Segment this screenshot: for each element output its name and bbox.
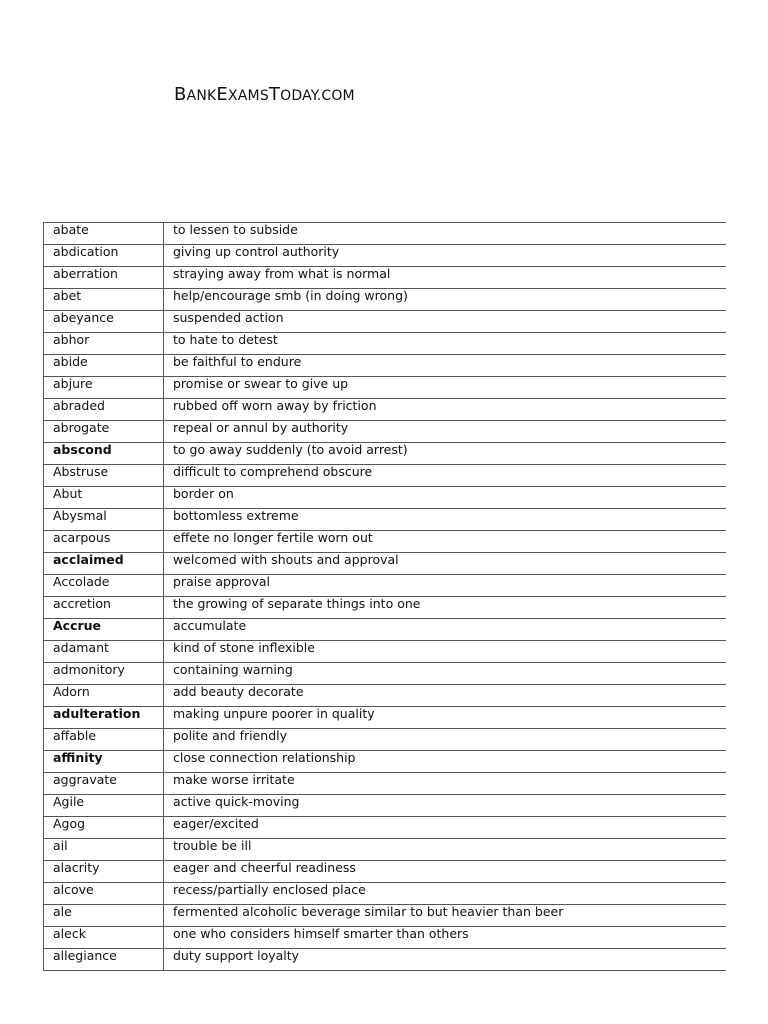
meaning-cell: fermented alcoholic beverage similar to but heavier than beer bbox=[164, 905, 727, 927]
table-row bbox=[44, 707, 727, 729]
word-cell: ale bbox=[44, 905, 164, 927]
meaning-cell: one who considers himself smarter than others bbox=[164, 927, 727, 949]
meaning-cell: repeal or annul by authority bbox=[164, 421, 727, 443]
meaning-cell: trouble be ill bbox=[164, 839, 727, 861]
table-row bbox=[44, 641, 727, 663]
meaning-cell: giving up control authority bbox=[164, 245, 727, 267]
meaning-cell: duty support loyalty bbox=[164, 949, 727, 971]
table-row bbox=[44, 311, 727, 333]
word-cell: Accolade bbox=[44, 575, 164, 597]
table-row bbox=[44, 729, 727, 751]
table-row bbox=[44, 927, 727, 949]
word-cell: aleck bbox=[44, 927, 164, 949]
table-row bbox=[44, 685, 727, 707]
table-row bbox=[44, 245, 727, 267]
meaning-cell: suspended action bbox=[164, 311, 727, 333]
word-cell: Abstruse bbox=[44, 465, 164, 487]
word-cell: affable bbox=[44, 729, 164, 751]
site-title-part: ODAY bbox=[280, 88, 317, 104]
table-row bbox=[44, 905, 727, 927]
meaning-cell: make worse irritate bbox=[164, 773, 727, 795]
word-cell: aberration bbox=[44, 267, 164, 289]
word-cell: admonitory bbox=[44, 663, 164, 685]
table-row bbox=[44, 949, 727, 971]
word-cell: alcove bbox=[44, 883, 164, 905]
table-row bbox=[44, 883, 727, 905]
meaning-cell: active quick-moving bbox=[164, 795, 727, 817]
meaning-cell: eager and cheerful readiness bbox=[164, 861, 727, 883]
table-row bbox=[44, 597, 727, 619]
table-row bbox=[44, 223, 727, 245]
table-row bbox=[44, 487, 727, 509]
meaning-cell: promise or swear to give up bbox=[164, 377, 727, 399]
site-title bbox=[174, 84, 355, 105]
meaning-cell: be faithful to endure bbox=[164, 355, 727, 377]
word-cell: abrogate bbox=[44, 421, 164, 443]
word-cell: abscond bbox=[44, 443, 164, 465]
table-row bbox=[44, 619, 727, 641]
table-row bbox=[44, 663, 727, 685]
word-cell: abdication bbox=[44, 245, 164, 267]
meaning-cell: add beauty decorate bbox=[164, 685, 727, 707]
word-cell: acarpous bbox=[44, 531, 164, 553]
word-cell: accretion bbox=[44, 597, 164, 619]
word-cell: abhor bbox=[44, 333, 164, 355]
word-cell: adulteration bbox=[44, 707, 164, 729]
table-row bbox=[44, 751, 727, 773]
word-cell: Accrue bbox=[44, 619, 164, 641]
word-cell: abeyance bbox=[44, 311, 164, 333]
table-row bbox=[44, 377, 727, 399]
table-row bbox=[44, 421, 727, 443]
table-row bbox=[44, 267, 727, 289]
meaning-cell: eager/excited bbox=[164, 817, 727, 839]
word-cell: aggravate bbox=[44, 773, 164, 795]
meaning-cell: containing warning bbox=[164, 663, 727, 685]
site-title-part: ANK bbox=[186, 88, 217, 104]
word-cell: ail bbox=[44, 839, 164, 861]
word-cell: Abysmal bbox=[44, 509, 164, 531]
meaning-cell: recess/partially enclosed place bbox=[164, 883, 727, 905]
table-row bbox=[44, 531, 727, 553]
word-cell: adamant bbox=[44, 641, 164, 663]
meaning-cell: to lessen to subside bbox=[164, 223, 727, 245]
table-row bbox=[44, 553, 727, 575]
meaning-cell: praise approval bbox=[164, 575, 727, 597]
word-cell: abraded bbox=[44, 399, 164, 421]
meaning-cell: rubbed off worn away by friction bbox=[164, 399, 727, 421]
word-cell: Agile bbox=[44, 795, 164, 817]
word-cell: Adorn bbox=[44, 685, 164, 707]
table-row bbox=[44, 509, 727, 531]
table-row bbox=[44, 465, 727, 487]
meaning-cell: help/encourage smb (in doing wrong) bbox=[164, 289, 727, 311]
table-row bbox=[44, 399, 727, 421]
table-row bbox=[44, 289, 727, 311]
meaning-cell: bottomless extreme bbox=[164, 509, 727, 531]
site-title-part: B bbox=[174, 84, 187, 105]
meaning-cell: making unpure poorer in quality bbox=[164, 707, 727, 729]
meaning-cell: effete no longer fertile worn out bbox=[164, 531, 727, 553]
meaning-cell: to go away suddenly (to avoid arrest) bbox=[164, 443, 727, 465]
word-cell: Abut bbox=[44, 487, 164, 509]
meaning-cell: polite and friendly bbox=[164, 729, 727, 751]
table-row bbox=[44, 333, 727, 355]
meaning-cell: straying away from what is normal bbox=[164, 267, 727, 289]
site-title-part: .COM bbox=[316, 88, 355, 104]
word-cell: abide bbox=[44, 355, 164, 377]
meaning-cell: close connection relationship bbox=[164, 751, 727, 773]
table-row bbox=[44, 839, 727, 861]
meaning-cell: difficult to comprehend obscure bbox=[164, 465, 727, 487]
word-cell: Agog bbox=[44, 817, 164, 839]
word-cell: acclaimed bbox=[44, 553, 164, 575]
meaning-cell: to hate to detest bbox=[164, 333, 727, 355]
site-title-part: XAMS bbox=[227, 88, 269, 104]
table-row bbox=[44, 795, 727, 817]
word-cell: affinity bbox=[44, 751, 164, 773]
vocabulary-table bbox=[43, 222, 726, 971]
table-row bbox=[44, 817, 727, 839]
meaning-cell: the growing of separate things into one bbox=[164, 597, 727, 619]
word-cell: abate bbox=[44, 223, 164, 245]
table-row bbox=[44, 355, 727, 377]
word-cell: allegiance bbox=[44, 949, 164, 971]
word-cell: abet bbox=[44, 289, 164, 311]
table-row bbox=[44, 443, 727, 465]
word-cell: alacrity bbox=[44, 861, 164, 883]
word-cell: abjure bbox=[44, 377, 164, 399]
table-row bbox=[44, 861, 727, 883]
meaning-cell: kind of stone inflexible bbox=[164, 641, 727, 663]
meaning-cell: welcomed with shouts and approval bbox=[164, 553, 727, 575]
table-row bbox=[44, 773, 727, 795]
table-row bbox=[44, 575, 727, 597]
meaning-cell: border on bbox=[164, 487, 727, 509]
meaning-cell: accumulate bbox=[164, 619, 727, 641]
site-title-part: T bbox=[268, 84, 281, 105]
site-title-part: E bbox=[216, 84, 228, 105]
